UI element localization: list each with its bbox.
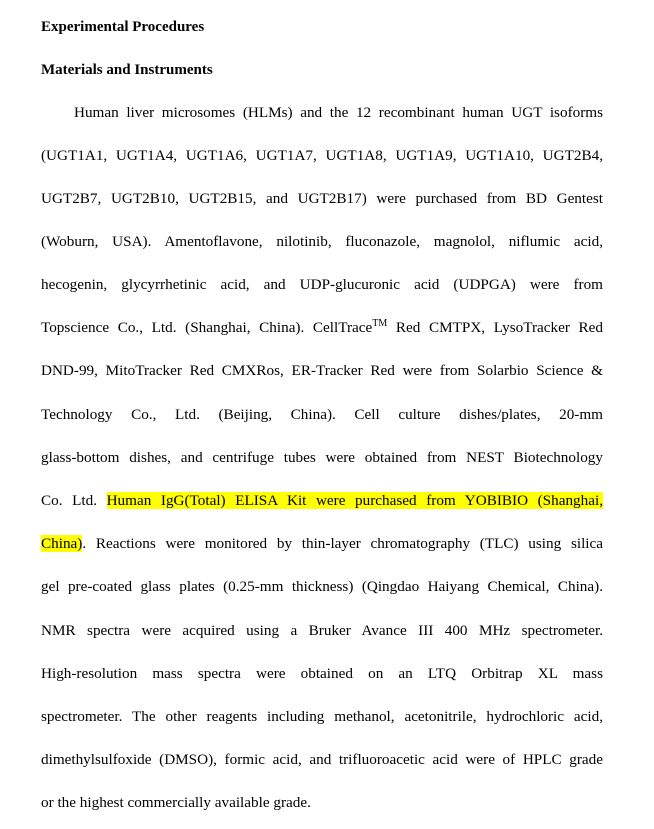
paragraph-line: Technology Co., Ltd. (Beijing, China). Cell culture dishes/plates, 20-mm (41, 406, 603, 423)
subsection-title: Materials and Instruments (41, 62, 213, 78)
paragraph-line: spectrometer. The other reagents including methanol, acetonitrile, hydrochloric acid, (41, 708, 603, 725)
paragraph-line: hecogenin, glycyrrhetinic acid, and UDP-glucuronic acid (UDPGA) were from (41, 276, 603, 293)
paragraph-line: glass-bottom dishes, and centrifuge tubes were obtained from NEST Biotechnology (41, 449, 603, 466)
text-run: Co. Ltd. (41, 492, 107, 509)
paragraph-line: (UGT1A1, UGT1A4, UGT1A6, UGT1A7, UGT1A8, UGT1A9, UGT1A10, UGT2B4, (41, 147, 603, 164)
highlighted-text: China) (41, 535, 83, 552)
paragraph-line: High-resolution mass spectra were obtained on an LTQ Orbitrap XL mass (41, 665, 603, 682)
section-title: Experimental Procedures (41, 19, 205, 35)
text-run: Red CMTPX, LysoTracker Red (387, 319, 603, 336)
paragraph-line (41, 534, 603, 554)
paragraph-line (41, 318, 603, 338)
highlighted-text: Human IgG(Total) ELISA Kit were purchased from YOBIBIO (Shanghai, (106, 492, 603, 509)
paragraph-line: NMR spectra were acquired using a Bruker Avance III 400 MHz spectrometer. (41, 622, 603, 639)
paragraph-line: UGT2B7, UGT2B10, UGT2B15, and UGT2B17) were purchased from BD Gentest (41, 190, 603, 207)
text-run: Topscience Co., Ltd. (Shanghai, China). CellTrace (41, 319, 373, 336)
text-run: . Reactions were monitored by thin-layer chromatography (TLC) using silica (82, 535, 603, 552)
paragraph-line: Human liver microsomes (HLMs) and the 12 recombinant human UGT isoforms (74, 104, 603, 121)
paragraph-line (41, 491, 603, 511)
paragraph-line: dimethylsulfoxide (DMSO), formic acid, and trifluoroacetic acid were of HPLC grade (41, 751, 603, 768)
paragraph-line: or the highest commercially available grade. (41, 794, 311, 811)
paragraph-line: (Woburn, USA). Amentoflavone, nilotinib, fluconazole, magnolol, niflumic acid, (41, 233, 603, 250)
paragraph-line: gel pre-coated glass plates (0.25-mm thickness) (Qingdao Haiyang Chemical, China). (41, 578, 603, 595)
paragraph-line: DND-99, MitoTracker Red CMXRos, ER-Tracker Red were from Solarbio Science & (41, 362, 603, 379)
trademark-superscript: TM (372, 318, 388, 329)
